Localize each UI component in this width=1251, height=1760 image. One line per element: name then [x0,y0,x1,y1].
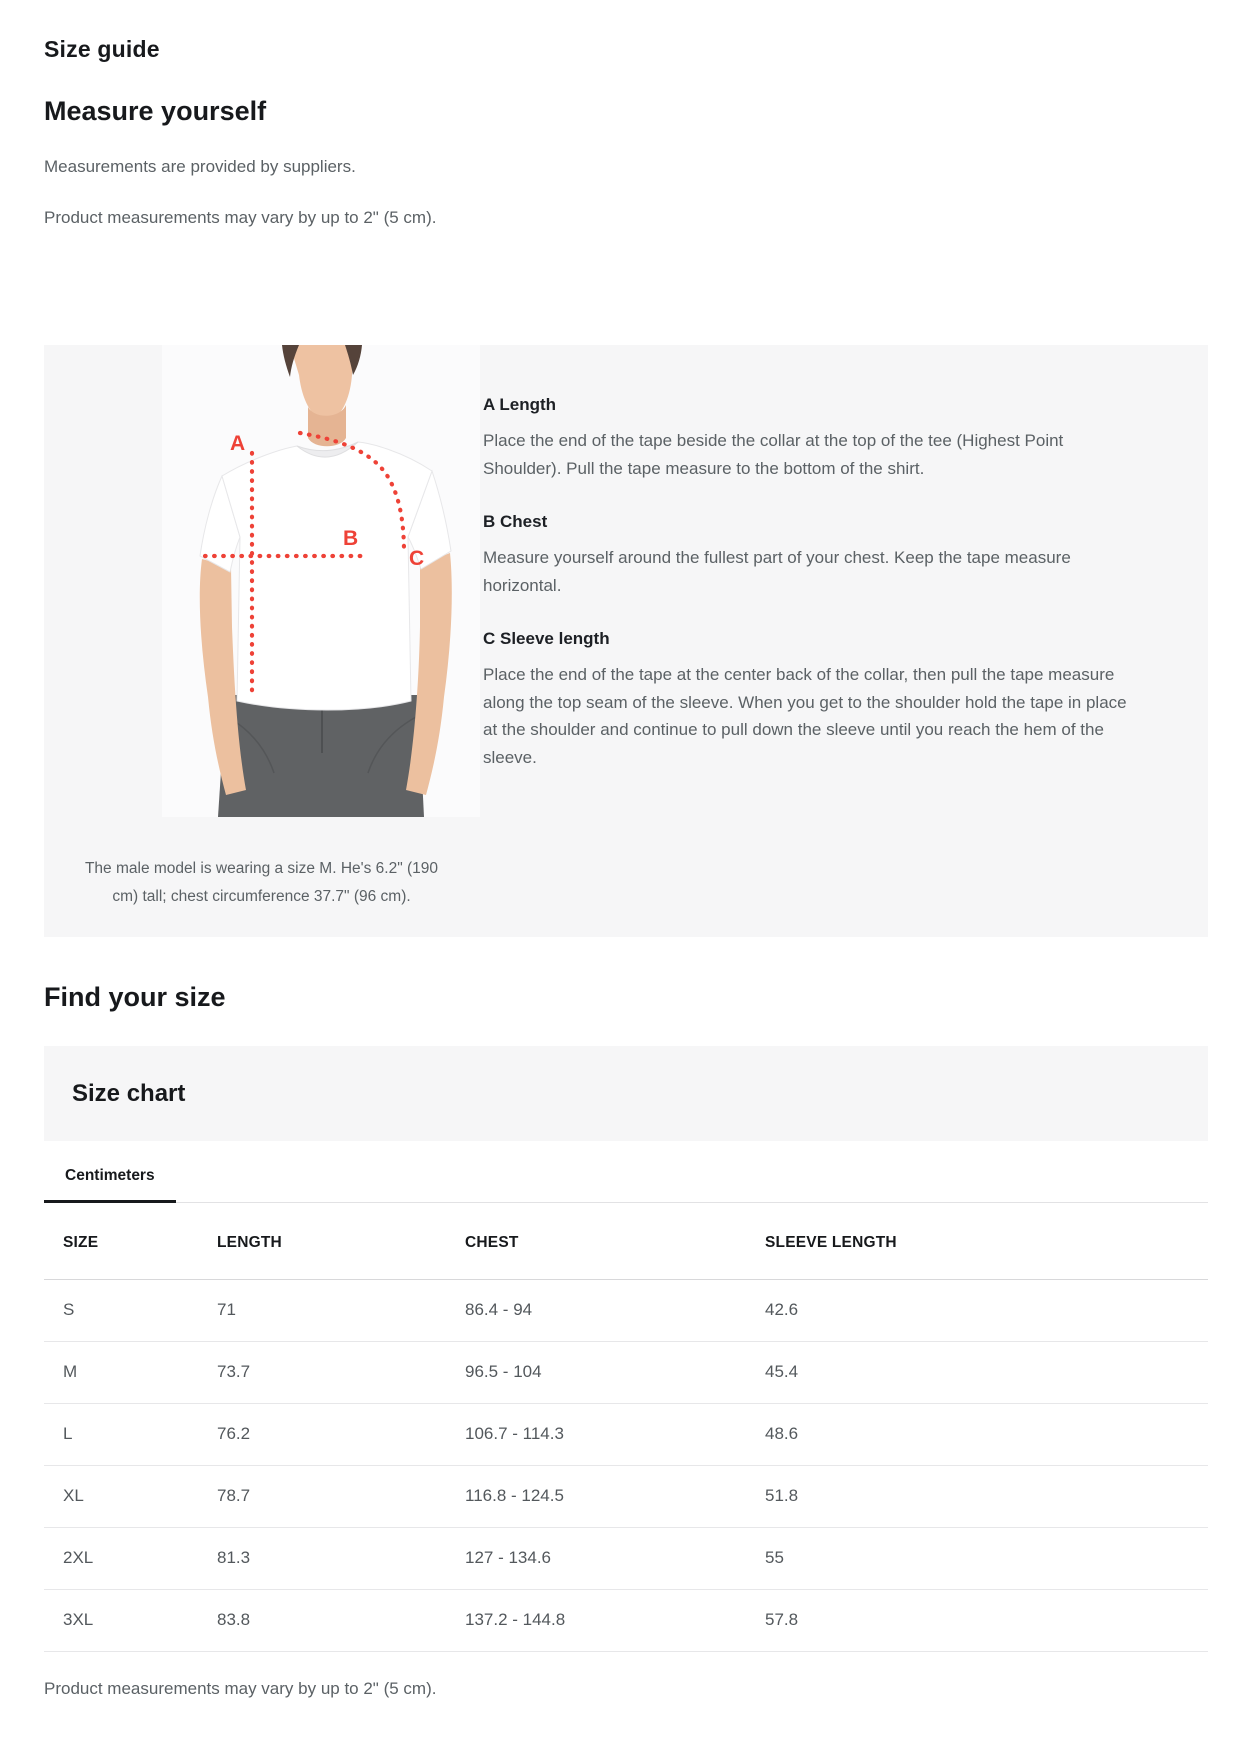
instruction-sleeve-text: Place the end of the tape at the center back of the collar, then pull the tape measure along the top seam of the sleeve. When you get to the shoulder hold the tape in place at the shoulder and continue to pull down the sleeve until you reach the hem of the sleeve. [483,665,1127,767]
instruction-length [483,395,1143,482]
model-jeans [218,695,424,817]
cell-length: 81.3 [217,1528,465,1590]
size-chart-title: Size chart [72,1079,186,1107]
cell-length: 73.7 [217,1342,465,1404]
intro-text-variance: Product measurements may vary by up to 2" (5 cm). [44,208,437,227]
column-header-sleeve-length: SLEEVE LENGTH [765,1203,1208,1280]
page-title: Size guide [44,36,160,62]
intro-text-suppliers: Measurements are provided by suppliers. [44,157,356,176]
instruction-chest-text: Measure yourself around the fullest part of your chest. Keep the tape measure horizontal. [483,548,1071,595]
instruction-sleeve [483,629,1143,771]
instruction-length-text: Place the end of the tape beside the collar at the top of the tee (Highest Point Shoulder). Pull the tape measure to the bottom of the shirt. [483,431,1064,478]
marker-b-label: B [343,527,359,550]
instruction-chest [483,512,1143,599]
cell-length: 71 [217,1280,465,1342]
cell-size: 3XL [44,1590,217,1652]
footer-note: Product measurements may vary by up to 2" (5 cm). [44,1679,437,1698]
cell-chest: 116.8 - 124.5 [465,1466,765,1528]
column-header-chest: CHEST [465,1203,765,1280]
cell-size: XL [44,1466,217,1528]
table-row [44,1590,1208,1652]
instruction-length-title: A Length [483,395,557,414]
size-chart-table [44,1203,1208,1652]
table-header-row [44,1203,1208,1280]
find-your-size-heading: Find your size [44,982,226,1012]
cell-sleeve-length: 48.6 [765,1404,1208,1466]
instruction-chest-title: B Chest [483,512,548,531]
cell-length: 76.2 [217,1404,465,1466]
cell-sleeve-length: 51.8 [765,1466,1208,1528]
table-row [44,1280,1208,1342]
cell-size: S [44,1280,217,1342]
marker-c-label: C [409,547,425,570]
cell-size: M [44,1342,217,1404]
table-row [44,1466,1208,1528]
table-row [44,1404,1208,1466]
units-tabs [44,1141,1208,1203]
cell-chest: 96.5 - 104 [465,1342,765,1404]
cell-chest: 137.2 - 144.8 [465,1590,765,1652]
cell-chest: 127 - 134.6 [465,1528,765,1590]
table-row [44,1342,1208,1404]
cell-sleeve-length: 55 [765,1528,1208,1590]
cell-chest: 86.4 - 94 [465,1280,765,1342]
cell-length: 78.7 [217,1466,465,1528]
size-chart-header [44,1046,1208,1141]
model-measurement-illustration [162,345,480,817]
instruction-sleeve-title: C Sleeve length [483,629,610,648]
cell-length: 83.8 [217,1590,465,1652]
column-header-size: SIZE [44,1203,217,1280]
marker-a-label: A [230,432,246,455]
measure-yourself-panel [44,345,1208,937]
cell-chest: 106.7 - 114.3 [465,1404,765,1466]
measure-yourself-heading: Measure yourself [44,96,267,126]
model-caption: The male model is wearing a size M. He's 6.2" (190 cm) tall; chest circumference 37.7" (96 cm). [84,860,439,905]
cell-sleeve-length: 42.6 [765,1280,1208,1342]
cell-size: L [44,1404,217,1466]
tab-centimeters[interactable]: Centimeters [44,1141,176,1203]
cell-sleeve-length: 45.4 [765,1342,1208,1404]
cell-size: 2XL [44,1528,217,1590]
cell-sleeve-length: 57.8 [765,1590,1208,1652]
column-header-length: LENGTH [217,1203,465,1280]
measurement-instructions [483,345,1143,937]
model-column [64,345,459,937]
table-row [44,1528,1208,1590]
